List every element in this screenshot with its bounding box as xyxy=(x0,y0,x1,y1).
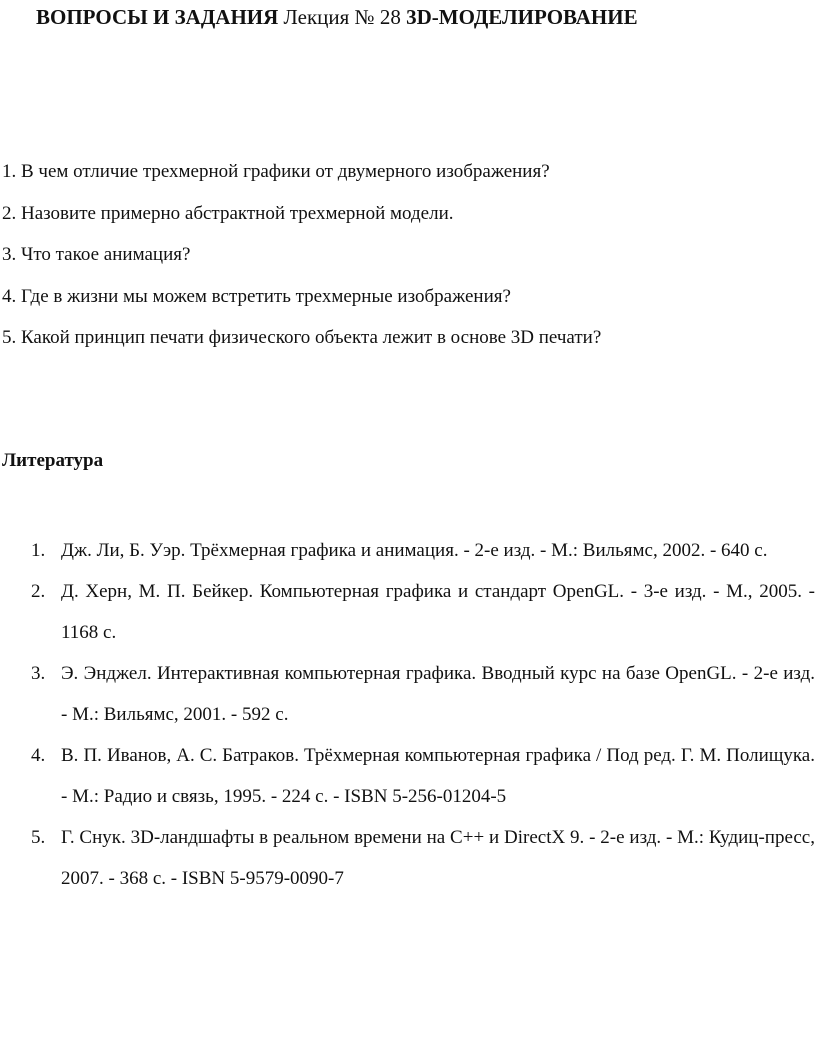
question-item: 2. Назовите примерно абстрактной трехмерной модели. xyxy=(2,202,454,224)
literature-item-number: 4. xyxy=(31,745,46,766)
literature-item-text: Д. Херн, М. П. Бейкер. Компьютерная графика и стандарт OpenGL. - 3-е изд. - М., 2005. - 1168 с. xyxy=(61,581,815,643)
page-title xyxy=(36,4,638,30)
literature-item-text: В. П. Иванов, А. С. Батраков. Трёхмерная компьютерная графика / Под ред. Г. М. Полищука. - М.: Радио и связь, 1995. - 224 с. - ISBN 5-256-01204-5 xyxy=(61,745,815,807)
title-lecture-number: Лекция № 28 xyxy=(278,5,407,29)
literature-heading: Литература xyxy=(2,450,104,471)
question-item: 3. Что такое анимация? xyxy=(2,244,191,265)
title-topic: 3D-МОДЕЛИРОВАНИЕ xyxy=(406,5,638,29)
title-section-label: ВОПРОСЫ И ЗАДАНИЯ xyxy=(36,5,279,29)
literature-item-number: 3. xyxy=(31,663,46,684)
literature-item xyxy=(31,530,815,571)
literature-item-text: Дж. Ли, Б. Уэр. Трёхмерная графика и анимация. - 2-е изд. - М.: Вильямс, 2002. - 640 с. xyxy=(61,540,768,561)
literature-item-number: 5. xyxy=(31,827,46,848)
literature-item xyxy=(31,653,815,735)
literature-item xyxy=(31,571,815,653)
literature-item-number: 2. xyxy=(31,581,46,602)
literature-item xyxy=(31,817,815,899)
literature-item-text: Э. Энджел. Интерактивная компьютерная графика. Вводный курс на базе OpenGL. - 2-е изд. - М.: Вильямс, 2001. - 592 с. xyxy=(61,663,815,725)
question-item: 4. Где в жизни мы можем встретить трехмерные изображения? xyxy=(2,285,511,307)
question-item: 5. Какой принцип печати физического объекта лежит в основе 3D печати? xyxy=(2,327,602,348)
literature-item-text: Г. Снук. 3D-ландшафты в реальном времени на C++ и DirectX 9. - 2-е изд. - М.: Кудиц-пресс, 2007. - 368 с. - ISBN 5-9579-0090-7 xyxy=(61,827,815,889)
question-item: 1. В чем отличие трехмерной графики от двумерного изображения? xyxy=(2,161,550,182)
literature-item-number: 1. xyxy=(31,540,46,561)
questions-list xyxy=(2,160,601,368)
literature-item xyxy=(31,735,815,817)
literature-list xyxy=(31,530,815,899)
